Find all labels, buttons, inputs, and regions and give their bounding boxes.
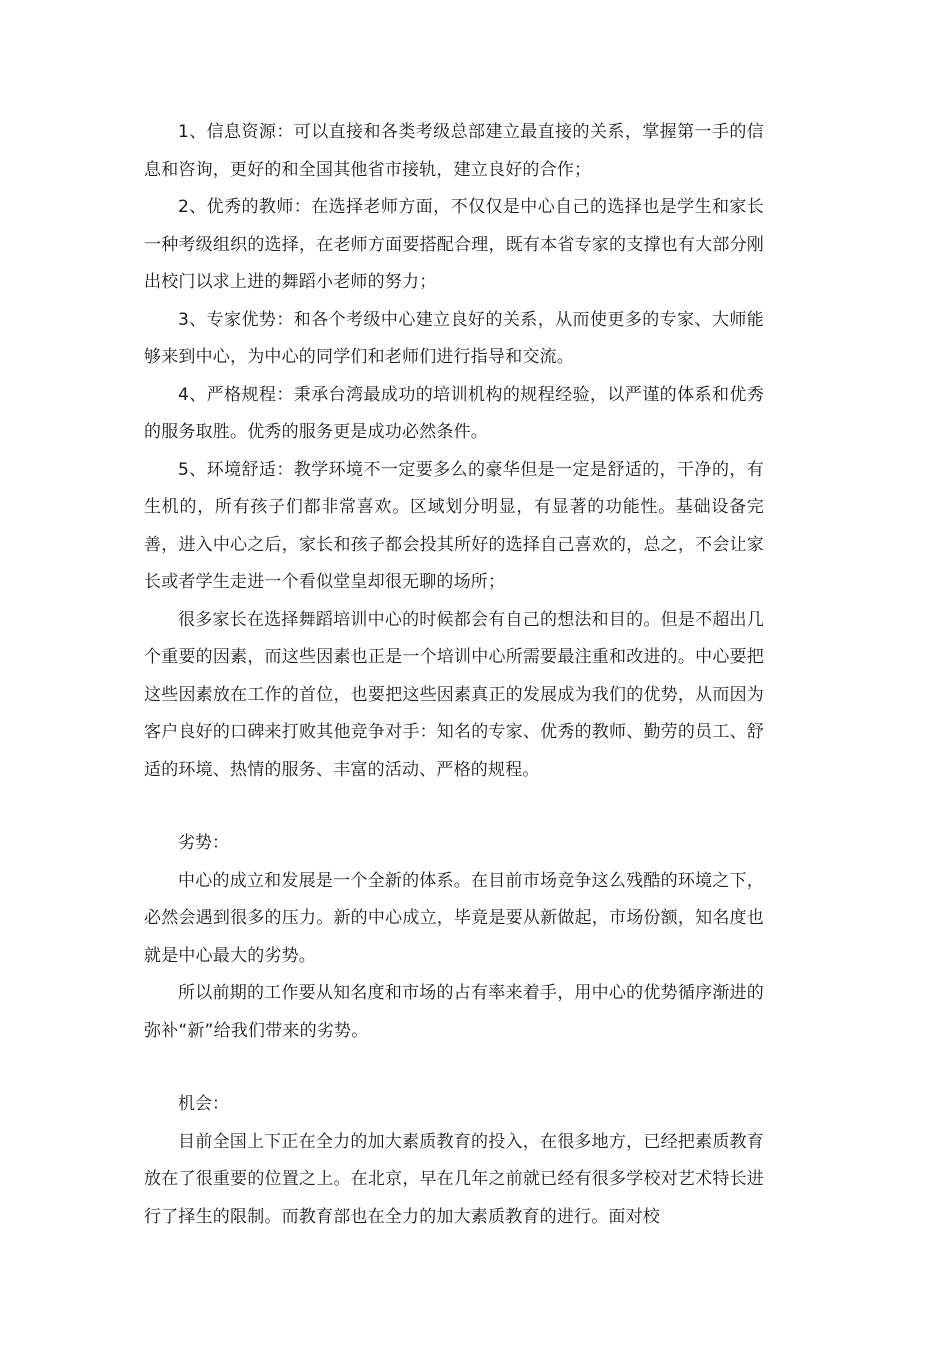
strength-item-teachers: 2、优秀的教师：在选择老师方面，不仅仅是中心自己的选择也是学生和家长一种考级组织的选择，在老师方面要搭配合理，既有本省专家的支撑也有大部分刚出校门以求上进的舞蹈小老师的努力； xyxy=(144,197,764,292)
strength-item-environment: 5、环境舒适：教学环境不一定要多么的豪华但是一定是舒适的，干净的，有生机的，所有孩子们都非常喜欢。区域划分明显，有显著的功能性。基础设备完善，进入中心之后，家长和孩子都会投其所好的选择自己喜欢的，总之，不会让家长或者学生走进一个看似堂皇却很无聊的场所； xyxy=(144,459,764,592)
weakness-heading: 劣势： xyxy=(178,833,229,853)
strength-item-experts: 3、专家优势：和各个考级中心建立良好的关系，从而使更多的专家、大师能够来到中心，为中心的同学们和老师们进行指导和交流。 xyxy=(144,309,764,367)
opportunity-heading: 机会： xyxy=(178,1094,229,1114)
strengths-summary-paragraph: 很多家长在选择舞蹈培训中心的时候都会有自己的想法和目的。但是不超出几个重要的因素，而这些因素也正是一个培训中心所需要最注重和改进的。中心要把这些因素放在工作的首位，也要把这些因素真正的发展成为我们的优势，从而因为客户良好的口碑来打败其他竞争对手：知名的专家、优秀的教师、勤劳的员工、舒适的环境、热情的服务、丰富的活动、严格的规程。 xyxy=(144,609,764,780)
strength-item-info-resources: 1、信息资源：可以直接和各类考级总部建立最直接的关系，掌握第一手的信息和咨询，更好的和全国其他省市接轨，建立良好的合作； xyxy=(144,122,764,180)
weakness-paragraph: 中心的成立和发展是一个全新的体系。在目前市场竞争这么残酷的环境之下，必然会遇到很多的压力。新的中心成立，毕竟是要从新做起，市场份额，知名度也就是中心最大的劣势。 xyxy=(144,870,764,966)
document-body xyxy=(144,114,764,1236)
weakness-paragraph: 所以前期的工作要从知名度和市场的占有率来着手，用中心的优势循序渐进的弥补“新”给我们带来的劣势。 xyxy=(144,983,764,1041)
section-spacer xyxy=(144,1050,764,1086)
section-spacer xyxy=(144,789,764,825)
opportunity-paragraph: 目前全国上下正在全力的加大素质教育的投入，在很多地方，已经把素质教育放在了很重要的位置之上。在北京，早在几年之前就已经有很多学校对艺术特长进行了择生的限制。而教育部也在全力的加大素质教育的进行。面对校 xyxy=(144,1131,764,1227)
strength-item-regulations: 4、严格规程：秉承台湾最成功的培训机构的规程经验，以严谨的体系和优秀的服务取胜。优秀的服务更是成功必然条件。 xyxy=(144,384,764,442)
